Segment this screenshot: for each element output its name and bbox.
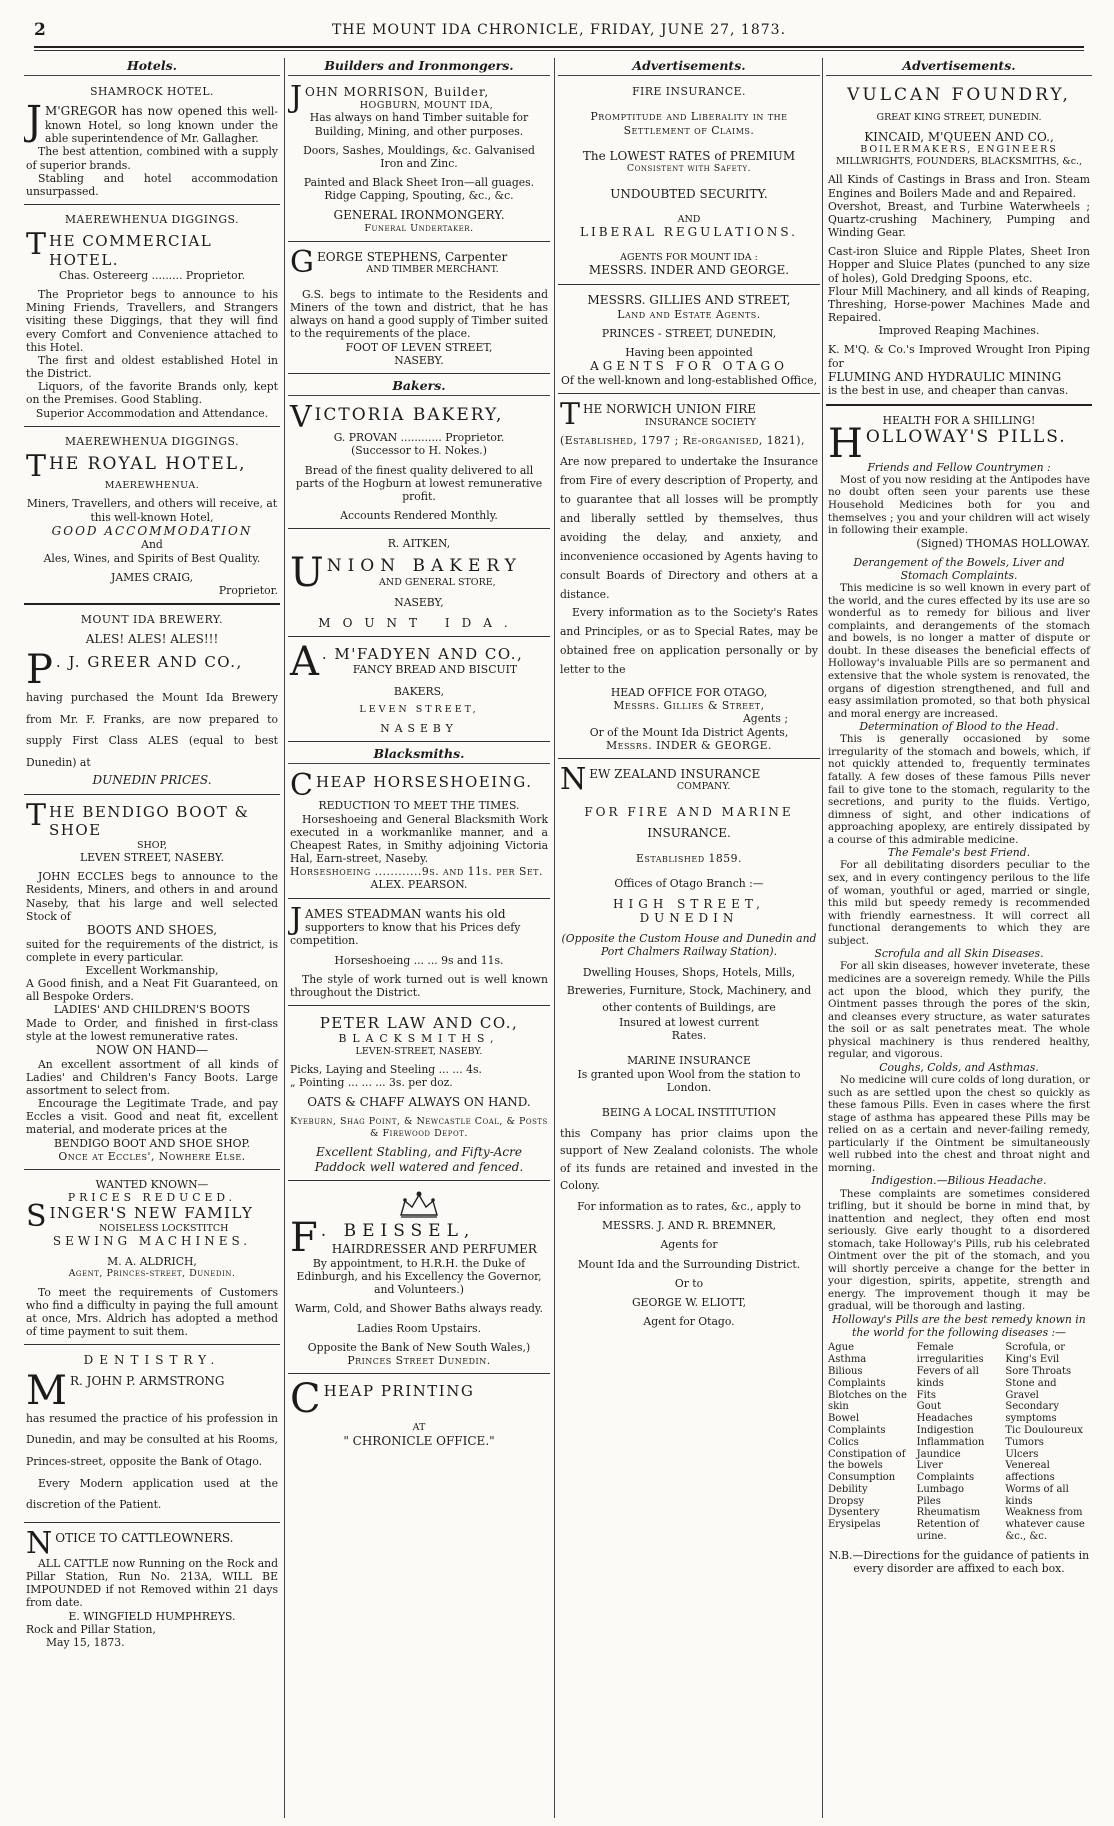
column-4 bbox=[826, 58, 1092, 1818]
drop-cap: F bbox=[290, 1215, 318, 1262]
ad-signature: E. WINGFIELD HUMPHREYS. bbox=[68, 1609, 236, 1623]
drop-cap: C bbox=[290, 768, 313, 804]
ad-text: Agent for Otago. bbox=[643, 1315, 735, 1329]
ad-text: Established 1859. bbox=[636, 852, 742, 866]
disease-item: Gout bbox=[916, 1401, 942, 1413]
ad-text: Miners, Travellers, and others will receive, at this well-known Hotel, bbox=[26, 497, 278, 524]
ad-heading: HE NORWICH UNION FIRE bbox=[583, 401, 757, 416]
disease-item: Female irregularities bbox=[916, 1342, 984, 1366]
ad-text: For information as to rates, &c., apply to bbox=[577, 1200, 801, 1214]
disease-item: Tic Douloureux bbox=[1005, 1424, 1083, 1436]
ad-text: Cast-iron Sluice and Ripple Plates, Sheet Iron Hopper and Sluice Plates (punched to any size of holes), Gold Dredging Spoons, etc. bbox=[828, 245, 1090, 285]
ad-signature: (Signed) THOMAS HOLLOWAY. bbox=[916, 536, 1090, 550]
drop-cap: G bbox=[290, 244, 314, 280]
ad-subheading: AND GENERAL STORE, bbox=[379, 577, 496, 589]
disease-item: Inflammation bbox=[916, 1436, 985, 1448]
ad-text: NASEBY. bbox=[394, 353, 444, 367]
ad-text: NASEBY bbox=[380, 721, 458, 735]
disease-item: Tumors bbox=[1005, 1436, 1044, 1448]
disease-item: Jaundice bbox=[916, 1448, 961, 1460]
ad-text: Once at Eccles', Nowhere Else. bbox=[58, 1149, 246, 1163]
ad-subheading: LEVEN STREET, NASEBY. bbox=[79, 851, 224, 865]
ad-text: PRINCES - STREET, DUNEDIN, bbox=[601, 326, 777, 340]
disease-item: Fits bbox=[916, 1389, 936, 1401]
ad-text: Excellent Stabling, and Fifty-Acre Paddock well watered and fenced. bbox=[314, 1145, 524, 1174]
drop-cap: N bbox=[560, 761, 587, 797]
drop-cap: J bbox=[26, 98, 43, 145]
ad-heading: HEAP PRINTING bbox=[323, 1382, 475, 1401]
ad-text: MOUNT IDA. bbox=[318, 615, 520, 630]
ad-text: By appointment, to H.R.H. the Duke of Edinburgh, and his Excellency the Governor, and Volunteers.) bbox=[296, 1256, 542, 1297]
ad-text: has resumed the practice of his profession in Dunedin, and may be consulted at his Rooms, Princes-street, opposite the Bank of Otago. bbox=[26, 1411, 278, 1469]
ad-text: HEAD OFFICE FOR OTAGO, bbox=[610, 686, 768, 699]
ad-subheading: NOISELESS LOCKSTITCH bbox=[99, 1222, 229, 1234]
ad-text: Or to bbox=[674, 1276, 704, 1290]
ad-district: MAEREWHENUA DIGGINGS. bbox=[64, 434, 240, 448]
disease-item: Sore Throats bbox=[1005, 1365, 1072, 1377]
ad-text: Is granted upon Wool from the station to London. bbox=[577, 1067, 801, 1094]
ad-george-stephens bbox=[288, 246, 550, 374]
ad-text: INSURANCE. bbox=[647, 825, 731, 840]
ad-subheading: AND TIMBER MERCHANT. bbox=[366, 264, 499, 276]
ad-text: Offices of Otago Branch :— bbox=[614, 877, 764, 891]
ad-text: Picks, Laying and Steeling ... ... 4s. bbox=[290, 1063, 482, 1077]
column-1 bbox=[24, 58, 280, 1818]
ad-text: BEING A LOCAL INSTITUTION bbox=[601, 1105, 777, 1119]
drop-cap: P bbox=[26, 646, 53, 693]
ad-text: Insured at lowest current bbox=[619, 1016, 759, 1030]
ad-text: Overshot, Breast, and Turbine Waterwheels ; Quartz-crushing Machinery, Pumping and Winding Gear. bbox=[828, 199, 1090, 240]
ad-signature: ALEX. PEARSON. bbox=[370, 878, 468, 892]
ad-text: The LOWEST RATES of PREMIUM bbox=[582, 148, 796, 163]
disease-item: Debility bbox=[828, 1483, 868, 1495]
disease-item: Secondary symptoms bbox=[1005, 1401, 1059, 1425]
ad-text: Flour Mill Machinery, and all kinds of Reaping, Threshing, Horse-power Machines Made and Repaired. bbox=[828, 284, 1090, 325]
ad-text: Stabling and hotel accommodation unsurpassed. bbox=[26, 171, 278, 198]
ad-text: This is generally occasioned by some irregularity of the stomach and bowels, which, if not quickly attended to, frequently terminates fatally. A few doses of these famous Pills never fail to give tone to the stomach, regularity to the secretions, and purity to the fluids. Vertigo, dimness of sight, and other indications of approaching apoplexy, are entirely dissipated by a course of this admirable medicine. bbox=[828, 733, 1090, 846]
page-number: 2 bbox=[34, 20, 47, 40]
ad-text: (Successor to H. Nokes.) bbox=[351, 444, 487, 458]
ad-john-morrison bbox=[288, 81, 550, 241]
drop-cap: U bbox=[290, 550, 324, 597]
ad-text: A Good finish, and a Neat Fit Guaranteed, on all Bespoke Orders. bbox=[26, 977, 278, 1004]
ad-text: GOOD ACCOMMODATION bbox=[51, 523, 253, 538]
ad-text: Bread of the finest quality delivered to all parts of the Hogburn at lowest remunerative profit. bbox=[295, 463, 543, 503]
ad-text: Doors, Sashes, Mouldings, &c. Galvanised Iron and Zinc. bbox=[303, 143, 535, 170]
disease-item: Retention of urine. bbox=[916, 1519, 980, 1543]
ad-lead: R. JOHN P. ARMSTRONG bbox=[69, 1373, 225, 1388]
ad-text: UNDOUBTED SECURITY. bbox=[610, 186, 768, 201]
ad-heading: EORGE STEPHENS, Carpenter bbox=[316, 249, 508, 264]
ad-proprietor: Chas. Ostereerg ......... Proprietor. bbox=[58, 268, 246, 282]
ad-text: Opposite the Bank of New South Wales,) bbox=[307, 1340, 531, 1354]
ad-date: May 15, 1873. bbox=[46, 1635, 125, 1649]
ad-text: Horseshoeing and General Blacksmith Work executed in a workmanlike manner, and a Cheapest Rates, in Smithy adjoining Victoria Hal, Earn-street, Naseby. bbox=[290, 812, 548, 866]
ad-royal-hotel bbox=[24, 431, 280, 605]
masthead-rule-thin bbox=[34, 50, 1084, 51]
disease-item: Scrofula, or King's Evil bbox=[1005, 1342, 1066, 1366]
ad-vulcan-foundry bbox=[826, 81, 1092, 405]
drop-cap: M bbox=[26, 1367, 67, 1414]
section-heading: Blacksmiths. bbox=[288, 746, 550, 764]
ad-text: Consistent with Safety. bbox=[626, 163, 752, 175]
ad-text: Ales, Wines, and Spirits of Best Quality. bbox=[43, 551, 261, 565]
ad-subheading: Scrofula and all Skin Diseases. bbox=[874, 947, 1044, 961]
drop-cap: N bbox=[26, 1525, 53, 1561]
ad-james-steadman bbox=[288, 903, 550, 1006]
drop-cap: V bbox=[290, 400, 312, 436]
disease-item: Rheumatism bbox=[916, 1507, 981, 1519]
ad-peter-law bbox=[288, 1010, 550, 1181]
disease-item: Headaches bbox=[916, 1413, 973, 1425]
ad-text: having purchased the Mount Ida Brewery from Mr. F. Franks, are now prepared to supply First Class ALES (equal to best Dunedin) at bbox=[26, 690, 278, 769]
ad-holloway-pills bbox=[826, 410, 1092, 1582]
ad-heading: ICTORIA BAKERY, bbox=[314, 405, 504, 426]
section-heading: Advertisements. bbox=[826, 58, 1092, 76]
ad-heading: DENTISTRY. bbox=[83, 1353, 221, 1368]
ad-text: LIBERAL REGULATIONS. bbox=[580, 225, 798, 240]
ad-text: The Proprietor begs to announce to his Mining Friends, Travellers, and Strangers visiting these Diggings, that they will find every Comfort and Convenience attached to this Hotel. bbox=[26, 288, 278, 354]
ad-text: Painted and Black Sheet Iron—all guages. Ridge Capping, Spouting, &c., &c. bbox=[303, 176, 535, 203]
disease-column bbox=[917, 1342, 1002, 1543]
ad-text: These complaints are sometimes considered trifling, but it should be borne in mind that, by inattention and neglect, they often end most seriously. Give early thought to a disordered stomach, take Holloway's Pills, rub his celebrated Ointment over the pit of the stomach, and you will shortly perceive a change for the better in your digestion, spirits, appetite, strength and energy. The improvement though it may be gradual, will be thorough and lasting. bbox=[828, 1187, 1090, 1313]
ad-text: Princes Street Dunedin. bbox=[347, 1353, 491, 1367]
ad-beissel bbox=[288, 1185, 550, 1374]
ad-text: BOOTS AND SHOES, bbox=[86, 922, 218, 937]
ad-text: Promptitude and Liberality in the Settlement of Claims. bbox=[590, 110, 788, 137]
ad-shamrock-hotel bbox=[24, 81, 280, 205]
ad-text: No medicine will cure colds of long duration, or such as are settled upon the chest so quickly as these famous Pills. Even in cases where the first stage of asthma has appeared these Pills may be relied on as a certain and never-failing remedy, particularly if the Ointment be simultaneously well rubbed into the chest and throat night and morning. bbox=[828, 1073, 1090, 1174]
ad-text: For all debilitating disorders peculiar to the sex, and in every contingency perilous to the life of woman, youthful or aged, married or single, this mild but speedy remedy is recommended with friendly earnestness. It will correct all functional derangements to which they are subject. bbox=[828, 859, 1090, 947]
ad-subheading: FANCY BREAD AND BISCUIT bbox=[352, 663, 518, 677]
disease-item: Stone and Gravel bbox=[1005, 1377, 1057, 1401]
ad-text: Messrs. INDER & GEORGE. bbox=[606, 738, 772, 752]
ad-text: Accounts Rendered Monthly. bbox=[340, 509, 498, 523]
ad-text: KINCAID, M'QUEEN AND CO., bbox=[864, 129, 1054, 144]
disease-item: Bowel Complaints bbox=[828, 1413, 886, 1436]
ad-text: Excellent Workmanship, bbox=[85, 963, 219, 977]
ad-text: (Established, 1797 ; Re-organised, 1821), bbox=[560, 434, 805, 448]
ad-text: Kyeburn, Shag Point, & Newcastle Coal, & Posts & Firewood Depot. bbox=[290, 1116, 548, 1139]
section-heading: Advertisements. bbox=[558, 58, 820, 76]
ad-subheading: SEWING MACHINES. bbox=[52, 1234, 252, 1249]
ad-text: Made to Order, and finished in first-class style at the lowest remunerative rates. bbox=[26, 1016, 278, 1043]
ad-singer bbox=[24, 1174, 280, 1345]
ad-text: Superior Accommodation and Attendance. bbox=[35, 406, 269, 420]
ad-text: LEVEN STREET, bbox=[359, 704, 479, 716]
ad-text: Horseshoeing ............9s. and 11s. per Set. bbox=[290, 865, 543, 879]
ad-text: GEORGE W. ELIOTT, bbox=[631, 1296, 747, 1309]
ad-commercial-hotel bbox=[24, 209, 280, 427]
ad-text: AND bbox=[677, 213, 701, 225]
ad-text: All Kinds of Castings in Brass and Iron. Steam Engines and Boilers Made and and Repaired. bbox=[828, 173, 1090, 200]
ad-subheading: INSURANCE SOCIETY bbox=[645, 416, 756, 428]
ad-cheap-printing bbox=[288, 1378, 550, 1454]
disease-item: Indigestion bbox=[916, 1424, 974, 1436]
ad-subheading: HAIRDRESSER AND PERFUMER bbox=[331, 1242, 537, 1257]
ad-heading: . J. GREER AND CO., bbox=[55, 652, 243, 671]
ad-text: Agents ; bbox=[742, 712, 788, 726]
ad-text: Rates. bbox=[671, 1029, 707, 1043]
drop-cap: S bbox=[26, 1199, 47, 1235]
ad-heading: VULCAN FOUNDRY, bbox=[847, 85, 1071, 106]
ad-subheading: BLACKSMITHS, bbox=[338, 1032, 500, 1046]
ad-text: Liquors, of the favorite Brands only, kept on the Premises. Good Stabling. bbox=[26, 380, 278, 407]
ad-text: " CHRONICLE OFFICE." bbox=[343, 1433, 495, 1448]
ad-subheading: Derangement of the Bowels, Liver and Stomach Complaints. bbox=[853, 555, 1065, 582]
ad-heading: FIRE INSURANCE. bbox=[632, 85, 746, 99]
ad-subheading: HOGBURN, MOUNT IDA, bbox=[359, 99, 494, 111]
disease-item: Ulcers bbox=[1005, 1448, 1039, 1460]
disease-item: Weakness from whatever cause bbox=[1005, 1507, 1085, 1531]
ad-text: HIGH STREET, DUNEDIN bbox=[613, 896, 765, 926]
masthead bbox=[34, 16, 1084, 44]
ad-heading: HEAP HORSESHOEING. bbox=[315, 773, 533, 792]
ad-heading: NION BAKERY bbox=[326, 556, 522, 577]
ad-heading: . M'FADYEN AND CO., bbox=[321, 645, 524, 664]
ad-heading: OLLOWAY'S PILLS. bbox=[865, 426, 1067, 447]
ad-text: AGENTS FOR MOUNT IDA : bbox=[620, 251, 758, 263]
ad-district: MAEREWHENUA DIGGINGS. bbox=[64, 213, 240, 227]
ad-text: Every information as to the Society's Rates and Principles, or as to Special Rates, may be obtained free on application personally or by letter to the bbox=[560, 606, 818, 677]
ad-heading: HE COMMERCIAL HOTEL. bbox=[49, 232, 213, 269]
ad-cattle-notice bbox=[24, 1527, 280, 1655]
ad-text: Mount Ida and the Surrounding District. bbox=[577, 1257, 801, 1271]
ad-text: OATS & CHAFF ALWAYS ON HAND. bbox=[307, 1095, 531, 1110]
ad-text: Most of you now residing at the Antipodes have no doubt often seen your parents use these Household Medicines both for you and themselves ; you and your children will act wisely in following their example. bbox=[828, 473, 1090, 537]
ad-text: ALES! ALES! ALES!!! bbox=[85, 632, 219, 647]
section-heading: Bakers. bbox=[288, 378, 550, 396]
ad-kicker: HEALTH FOR A SHILLING! bbox=[882, 413, 1036, 427]
ad-text: Ladies Room Upstairs. bbox=[356, 1321, 482, 1335]
section-heading: Hotels. bbox=[24, 58, 280, 76]
disease-item: Liver Complaints bbox=[916, 1460, 975, 1484]
ad-text: MARINE INSURANCE bbox=[627, 1054, 751, 1068]
disease-item: Erysipelas bbox=[828, 1519, 881, 1531]
ad-text: „ Pointing ... ... ... 3s. per doz. bbox=[290, 1076, 453, 1090]
ad-role: Agent, Princes-street, Dunedin. bbox=[68, 1267, 236, 1279]
ad-text: Of the well-known and long-established Office, bbox=[561, 373, 817, 387]
ad-signature: M. A. ALDRICH, bbox=[107, 1254, 197, 1268]
ad-text: (Opposite the Custom House and Dunedin and Port Chalmers Railway Station). bbox=[561, 931, 817, 959]
disease-item: Consumption bbox=[828, 1472, 896, 1484]
ad-text: Horseshoeing ... ... 9s and 11s. bbox=[334, 953, 504, 967]
drop-cap: A bbox=[290, 639, 319, 686]
ad-heading: MESSRS. GILLIES AND STREET, bbox=[587, 293, 791, 307]
disease-item: Dropsy bbox=[828, 1495, 865, 1507]
ad-text: Are now prepared to undertake the Insurance from Fire of every description of Property, and to guarantee that all losses will be promptly and liberally settled by themselves, thus avoiding the delay, and anxiety, and inconvenience occasioned by Agents having to consult Boards of Directory and others at a distance. bbox=[560, 455, 818, 601]
disease-item: Constipation of the bowels bbox=[828, 1448, 906, 1472]
ad-union-bakery bbox=[288, 533, 550, 637]
ad-text: this well-known Hotel, so long known under the able superintendence of Mr. Gallagher. bbox=[45, 105, 279, 146]
ad-text: BENDIGO BOOT AND SHOE SHOP. bbox=[53, 1136, 251, 1150]
ad-text: The style of work turned out is well known throughout the District. bbox=[290, 972, 548, 999]
ad-text: NOW ON HAND— bbox=[96, 1042, 208, 1057]
disease-item: Worms of all kinds bbox=[1005, 1483, 1069, 1507]
disease-item: Venereal affections bbox=[1005, 1460, 1055, 1484]
ad-subheading: Land and Estate Agents. bbox=[617, 307, 761, 321]
ad-text: FOOT OF LEVEN STREET, bbox=[345, 340, 493, 354]
ad-text: Having been appointed bbox=[625, 345, 753, 359]
ad-lead: M'GREGOR has now opened bbox=[45, 104, 223, 119]
ad-text: Has always on hand Timber suitable for Building, Mining, and other purposes. bbox=[309, 111, 529, 138]
ad-text: Rock and Pillar Station, bbox=[26, 1622, 156, 1636]
ad-heading: SHAMROCK HOTEL. bbox=[90, 85, 214, 99]
ad-new-zealand-insurance bbox=[558, 763, 820, 1334]
ad-text: WANTED KNOWN— bbox=[95, 1177, 209, 1191]
ad-subheading: Indigestion.—Bilious Headache. bbox=[871, 1174, 1047, 1188]
ad-subheading: MAEREWHENUA. bbox=[104, 479, 200, 491]
ad-heading: HE ROYAL HOTEL, bbox=[49, 453, 247, 474]
column-divider bbox=[284, 58, 285, 1818]
royal-crest-icon bbox=[393, 1189, 445, 1219]
ad-gillies-street bbox=[558, 289, 820, 394]
ad-text: GENERAL IRONMONGERY. bbox=[333, 208, 505, 223]
ad-text: DUNEDIN PRICES. bbox=[92, 773, 212, 788]
ad-text: Every Modern application used at the discretion of the Patient. bbox=[26, 1476, 278, 1512]
ad-subheading: Coughs, Colds, and Asthmas. bbox=[879, 1060, 1039, 1074]
ad-text: Funeral Undertaker. bbox=[364, 223, 474, 235]
ad-signature: JAMES CRAIG, bbox=[110, 570, 193, 584]
section-heading: Builders and Ironmongers. bbox=[288, 58, 550, 76]
ad-text: The best attention, combined with a supply of superior brands. bbox=[26, 145, 278, 172]
ad-heading: INGER'S NEW FAMILY bbox=[49, 1204, 254, 1223]
ad-text: Messrs. Gillies & Street, bbox=[613, 699, 765, 713]
disease-list bbox=[828, 1342, 1090, 1543]
ad-text: JOHN ECCLES begs to announce to the Residents, Miners, and others in and around Naseby, that his large and well selected Stock of bbox=[26, 870, 278, 923]
ad-subheading: LEVEN-STREET, NASEBY. bbox=[355, 1045, 483, 1057]
disease-item: Colics bbox=[828, 1436, 859, 1448]
ad-text: is the best in use, and cheaper than canvas. bbox=[828, 384, 1069, 398]
drop-cap: J bbox=[290, 901, 303, 937]
ad-text: For all skin diseases, however inveterate, these medicines are a sovereign remedy. While the Pills act upon the blood, which they purify, the Ointment passes through the pores of the skin, and cleanses every structure, as water saturates the soil or as salt penetrates meat. The whole physical machinery is thus rendered healthy, regular, and vigorous. bbox=[828, 960, 1090, 1061]
ad-text: This medicine is so well known in every part of the world, and the cures effected by its use are so wonderful as to remedy for bilious and liver complaints, and derangements of the stomach and bowels, is no longer a matter of dispute or doubt. In these diseases the beneficial effects of Holloway's invaluable Pills are so permanent and extensive that the whole system is renovated, the organs of digestion strengthened, and full and easy assimilation promoted, so that both physical and moral energy are increased. bbox=[828, 582, 1090, 720]
drop-cap: T bbox=[26, 448, 47, 484]
ad-text: MESSRS. INDER AND GEORGE. bbox=[588, 263, 790, 278]
ad-owner: R. AITKEN, bbox=[387, 537, 451, 551]
disease-item: Fevers of all kinds bbox=[916, 1365, 979, 1389]
ad-subheading: SHOP, bbox=[136, 839, 168, 851]
ad-role: Proprietor. bbox=[218, 583, 278, 597]
ad-text: Friends and Fellow Countrymen : bbox=[867, 460, 1051, 474]
ad-text: Agents for bbox=[660, 1238, 718, 1252]
column-divider bbox=[822, 58, 823, 1818]
ad-text: NASEBY, bbox=[394, 596, 444, 610]
ad-heading: OTICE TO CATTLEOWNERS. bbox=[55, 1530, 234, 1545]
ad-subheading: Holloway's Pills are the best remedy known in the world for the following diseases :— bbox=[832, 1312, 1086, 1340]
ad-heading: . BEISSEL, bbox=[320, 1221, 476, 1242]
ad-text: Encourage the Legitimate Trade, and pay Eccles a visit. Good and neat fit, excellent material, and moderate prices at the bbox=[26, 1097, 278, 1137]
ad-text: AGENTS FOR OTAGO bbox=[590, 359, 788, 374]
drop-cap: T bbox=[26, 227, 47, 263]
ad-subheading: Determination of Blood to the Head. bbox=[859, 720, 1059, 734]
ad-text: MILLWRIGHTS, FOUNDERS, BLACKSMITHS, &c., bbox=[835, 155, 1083, 167]
ad-heading: EW ZEALAND INSURANCE bbox=[589, 766, 761, 781]
ad-text: suited for the requirements of the district, is complete in every particular. bbox=[26, 937, 278, 964]
ad-text: K. M'Q. & Co.'s Improved Wrought Iron Piping for bbox=[828, 343, 1090, 370]
ad-text: LADIES' AND CHILDREN'S BOOTS bbox=[53, 1003, 251, 1017]
disease-item: &c., &c. bbox=[1005, 1531, 1048, 1543]
column-3 bbox=[558, 58, 820, 1818]
ad-text: BAKERS, bbox=[393, 685, 445, 699]
ad-subheading: GREAT KING STREET, DUNEDIN. bbox=[876, 111, 1042, 123]
ad-subheading: The Female's best Friend. bbox=[887, 846, 1031, 860]
ad-norwich-union bbox=[558, 398, 820, 759]
disease-item: Lumbago bbox=[916, 1483, 965, 1495]
ad-text: FLUMING AND HYDRAULIC MINING bbox=[828, 369, 1062, 384]
ad-heading: HE BENDIGO BOOT & SHOE bbox=[49, 802, 250, 840]
disease-item: Piles bbox=[916, 1495, 941, 1507]
ad-bendigo-boot bbox=[24, 799, 280, 1170]
column-divider bbox=[554, 58, 555, 1818]
ad-text: G.S. begs to intimate to the Residents and Miners of the town and district, that he has always on hand a good supply of Timber suited to the requirements of the place. bbox=[290, 287, 548, 341]
masthead-title: THE MOUNT IDA CHRONICLE, FRIDAY, JUNE 27, 1873. bbox=[331, 22, 787, 38]
ad-text: N.B.—Directions for the guidance of patients in every disorder are affixed to each box. bbox=[828, 1548, 1090, 1576]
ad-text: Dwelling Houses, Shops, Hotels, Mills, Breweries, Furniture, Stock, Machinery, and other contents of Buildings, are bbox=[566, 966, 812, 1014]
ad-text: BOILERMAKERS, ENGINEERS bbox=[860, 144, 1058, 156]
disease-item: Blotches on the skin bbox=[828, 1389, 907, 1413]
ad-mfadyen bbox=[288, 641, 550, 742]
disease-item: Bilious Complaints bbox=[828, 1365, 886, 1389]
disease-column bbox=[1005, 1342, 1090, 1543]
drop-cap: T bbox=[560, 396, 581, 432]
ad-text: AT bbox=[412, 1422, 426, 1434]
drop-cap: C bbox=[290, 1376, 321, 1423]
drop-cap: H bbox=[828, 420, 863, 467]
ad-brewery bbox=[24, 609, 280, 795]
drop-cap: T bbox=[26, 797, 47, 833]
ad-proprietor: G. PROVAN ............ Proprietor. bbox=[333, 431, 505, 445]
ad-heading: MOUNT IDA BREWERY. bbox=[80, 613, 224, 627]
masthead-rule bbox=[34, 46, 1084, 48]
ad-cheap-horseshoeing bbox=[288, 769, 550, 898]
ad-subheading: REDUCTION TO MEET THE TIMES. bbox=[318, 799, 520, 813]
ad-fire-insurance bbox=[558, 81, 820, 285]
ad-dentistry bbox=[24, 1349, 280, 1523]
disease-column bbox=[828, 1342, 913, 1543]
ad-text: The first and oldest established Hotel in the District. bbox=[26, 353, 278, 381]
ad-text: Improved Reaping Machines. bbox=[878, 324, 1040, 338]
ad-text: ALL CATTLE now Running on the Rock and Pillar Station, Run No. 213A, WILL BE IMPOUNDED if not Removed within 21 days from date. bbox=[26, 1556, 278, 1610]
ad-heading: PETER LAW AND CO., bbox=[319, 1014, 519, 1033]
ad-text: An excellent assortment of all kinds of Ladies' and Children's Fancy Boots. Large assortment to select from. bbox=[26, 1057, 278, 1097]
ad-heading: AMES STEADMAN wants his old bbox=[305, 906, 506, 921]
ad-text: Warm, Cold, and Shower Baths always ready. bbox=[295, 1302, 543, 1316]
ad-text: And bbox=[141, 538, 163, 552]
ad-text: Or of the Mount Ida District Agents, bbox=[589, 725, 789, 739]
ad-text: PRICES REDUCED. bbox=[67, 1191, 237, 1205]
ad-text: MESSRS. J. AND R. BREMNER, bbox=[601, 1219, 777, 1233]
column-2 bbox=[288, 58, 550, 1818]
disease-item: Asthma bbox=[828, 1354, 867, 1366]
ad-text: To meet the requirements of Customers who find a difficulty in paying the full amount at once, Mrs. Aldrich has adopted a method of time payment to suit them. bbox=[26, 1285, 278, 1339]
ad-text: FOR FIRE AND MARINE bbox=[584, 805, 794, 820]
ad-subheading: COMPANY. bbox=[676, 781, 731, 793]
ad-text: this Company has prior claims upon the support of New Zealand colonists. The whole of its funds are retained and invested in the Colony. bbox=[560, 1127, 818, 1192]
disease-item: Ague bbox=[828, 1342, 854, 1354]
ad-text: supporters to know that his Prices defy competition. bbox=[290, 921, 521, 948]
ad-heading: OHN MORRISON, Builder, bbox=[305, 85, 490, 100]
disease-item: Dysentery bbox=[828, 1507, 880, 1519]
ad-victoria-bakery bbox=[288, 401, 550, 529]
drop-cap: J bbox=[290, 80, 303, 116]
